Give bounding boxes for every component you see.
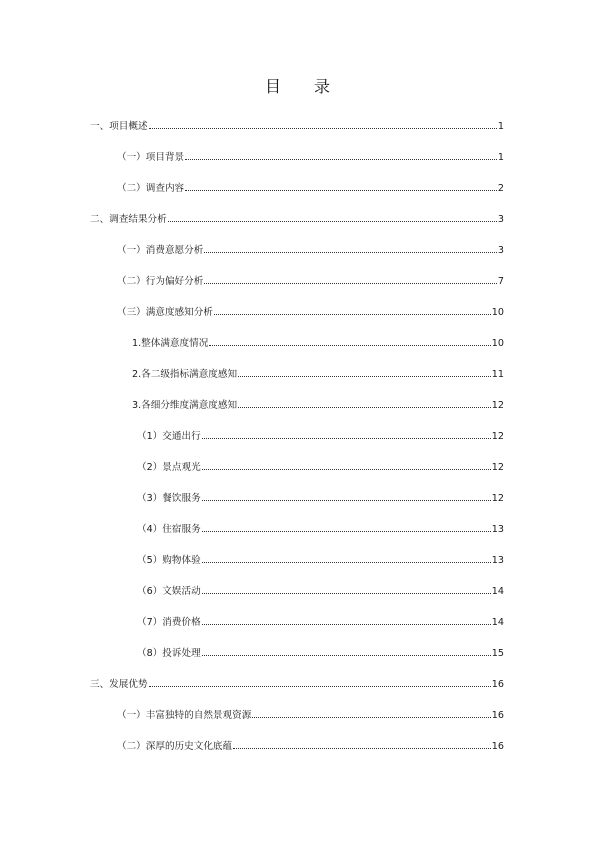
toc-leader-dots bbox=[202, 469, 491, 470]
toc-entry[interactable] bbox=[0, 669, 595, 700]
toc-entry-text: （一）消费意愿分析 bbox=[117, 244, 204, 256]
toc-entry[interactable] bbox=[0, 173, 595, 204]
toc-entry[interactable] bbox=[0, 359, 595, 390]
toc-leader-dots bbox=[185, 159, 497, 160]
toc-leader-dots bbox=[149, 686, 491, 687]
toc-entry[interactable] bbox=[0, 452, 595, 483]
table-of-contents bbox=[0, 111, 595, 762]
toc-entry[interactable] bbox=[0, 328, 595, 359]
toc-entry-text: （二）行为偏好分析 bbox=[117, 275, 204, 287]
toc-entry[interactable] bbox=[0, 142, 595, 173]
toc-entry-text: （二）调查内容 bbox=[117, 182, 185, 194]
toc-page-number: 12 bbox=[491, 492, 504, 504]
toc-entry-text: （2）景点观光 bbox=[137, 461, 201, 473]
toc-page-number: 16 bbox=[491, 740, 504, 752]
toc-leader-dots bbox=[238, 376, 491, 377]
toc-page-number: 13 bbox=[491, 523, 504, 535]
toc-entry[interactable] bbox=[0, 266, 595, 297]
toc-leader-dots bbox=[202, 593, 491, 594]
toc-leader-dots bbox=[214, 314, 491, 315]
toc-entry-text: 1.整体满意度情况 bbox=[132, 337, 209, 349]
toc-page-number: 16 bbox=[491, 709, 504, 721]
toc-page-number: 15 bbox=[491, 647, 504, 659]
toc-page-number: 12 bbox=[491, 399, 504, 411]
toc-page-number: 2 bbox=[497, 182, 504, 194]
toc-entry-text: （二）深厚的历史文化底蕴 bbox=[117, 740, 233, 752]
toc-entry-text: 三、发展优势 bbox=[90, 678, 148, 690]
toc-page-number: 14 bbox=[491, 616, 504, 628]
toc-page-number: 12 bbox=[491, 430, 504, 442]
toc-entry[interactable] bbox=[0, 390, 595, 421]
toc-entry-text: （6）文娱活动 bbox=[137, 585, 201, 597]
toc-entry-text: （3）餐饮服务 bbox=[137, 492, 201, 504]
toc-entry[interactable] bbox=[0, 483, 595, 514]
toc-leader-dots bbox=[204, 252, 497, 253]
toc-leader-dots bbox=[252, 717, 490, 718]
toc-entry-text: （5）购物体验 bbox=[137, 554, 201, 566]
toc-entry-text: （4）住宿服务 bbox=[137, 523, 201, 535]
toc-leader-dots bbox=[185, 190, 497, 191]
toc-page-number: 12 bbox=[491, 461, 504, 473]
toc-entry-text: （8）投诉处理 bbox=[137, 647, 201, 659]
toc-leader-dots bbox=[202, 562, 491, 563]
toc-page-number: 1 bbox=[497, 120, 504, 132]
toc-page-number: 10 bbox=[491, 337, 504, 349]
toc-leader-dots bbox=[202, 438, 491, 439]
toc-leader-dots bbox=[202, 624, 491, 625]
toc-entry[interactable] bbox=[0, 421, 595, 452]
toc-entry[interactable] bbox=[0, 731, 595, 762]
toc-leader-dots bbox=[149, 128, 497, 129]
toc-leader-dots bbox=[238, 407, 491, 408]
toc-entry[interactable] bbox=[0, 576, 595, 607]
toc-leader-dots bbox=[168, 221, 497, 222]
toc-entry-text: 一、项目概述 bbox=[90, 120, 148, 132]
page-title: 目 录 bbox=[264, 77, 345, 96]
toc-leader-dots bbox=[204, 283, 497, 284]
toc-entry[interactable] bbox=[0, 235, 595, 266]
toc-leader-dots bbox=[202, 500, 491, 501]
toc-entry-text: 2.各二级指标满意度感知 bbox=[132, 368, 238, 380]
toc-entry-text: （三）满意度感知分析 bbox=[117, 306, 213, 318]
toc-page-number: 3 bbox=[497, 244, 504, 256]
toc-entry-text: （7）消费价格 bbox=[137, 616, 201, 628]
toc-page-number: 10 bbox=[491, 306, 504, 318]
toc-entry[interactable] bbox=[0, 607, 595, 638]
toc-entry[interactable] bbox=[0, 700, 595, 731]
toc-page-number: 16 bbox=[491, 678, 504, 690]
toc-entry-text: （一）项目背景 bbox=[117, 151, 185, 163]
toc-page-number: 7 bbox=[497, 275, 504, 287]
toc-leader-dots bbox=[202, 655, 491, 656]
toc-page-number: 1 bbox=[497, 151, 504, 163]
toc-page-number: 13 bbox=[491, 554, 504, 566]
toc-leader-dots bbox=[202, 531, 491, 532]
toc-entry-text: 3.各细分维度满意度感知 bbox=[132, 399, 238, 411]
toc-entry-text: （一）丰富独特的自然景观资源 bbox=[117, 709, 252, 721]
toc-page-number: 11 bbox=[491, 368, 504, 380]
toc-entry[interactable] bbox=[0, 204, 595, 235]
toc-entry[interactable] bbox=[0, 638, 595, 669]
toc-page-number: 14 bbox=[491, 585, 504, 597]
toc-leader-dots bbox=[233, 748, 491, 749]
toc-entry[interactable] bbox=[0, 545, 595, 576]
toc-entry[interactable] bbox=[0, 297, 595, 328]
toc-page-number: 3 bbox=[497, 213, 504, 225]
toc-entry-text: 二、调查结果分析 bbox=[90, 213, 167, 225]
toc-entry-text: （1）交通出行 bbox=[137, 430, 201, 442]
toc-leader-dots bbox=[209, 345, 490, 346]
toc-entry[interactable] bbox=[0, 111, 595, 142]
toc-entry[interactable] bbox=[0, 514, 595, 545]
